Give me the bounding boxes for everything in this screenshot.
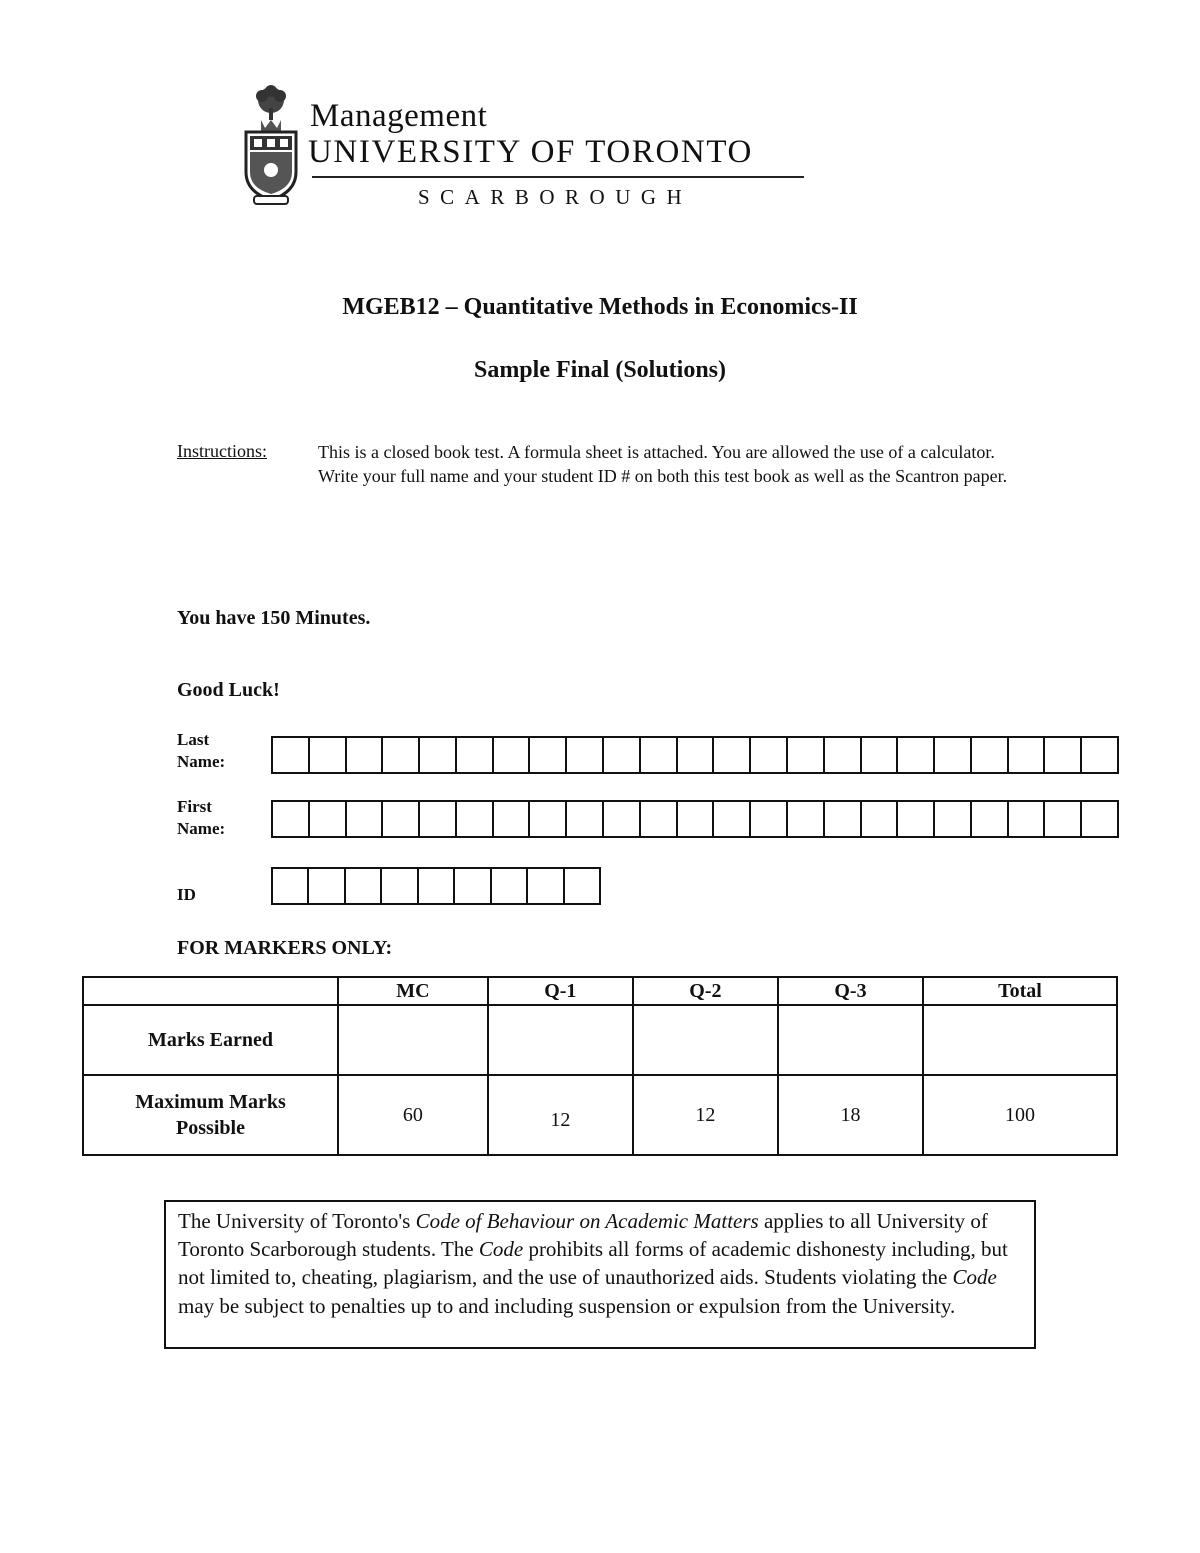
header-cell-q1: Q-1	[488, 977, 633, 1005]
first-name-char-box[interactable]	[639, 802, 676, 836]
last-name-char-box[interactable]	[1080, 738, 1117, 772]
first-name-char-box[interactable]	[418, 802, 455, 836]
last-name-char-box[interactable]	[565, 738, 602, 772]
first-name-char-box[interactable]	[381, 802, 418, 836]
header-cell-mc: MC	[338, 977, 488, 1005]
first-name-char-box[interactable]	[933, 802, 970, 836]
id-char-box[interactable]	[490, 869, 526, 903]
first-name-boxes[interactable]	[271, 800, 1119, 838]
id-char-box[interactable]	[307, 869, 343, 903]
max-cell-total: 100	[923, 1075, 1117, 1155]
good-luck-note: Good Luck!	[177, 679, 280, 701]
id-char-box[interactable]	[380, 869, 416, 903]
last-name-char-box[interactable]	[308, 738, 345, 772]
max-cell-mc: 60	[338, 1075, 488, 1155]
last-name-char-box[interactable]	[896, 738, 933, 772]
last-name-label-line1: Last	[177, 730, 210, 749]
last-name-label	[177, 729, 225, 773]
instructions-line-2: Write your full name and your student ID # on both this test book as well as the Scantron paper.	[318, 465, 1008, 486]
notice-code-title: Code of Behaviour on Academic Matters	[415, 1209, 759, 1233]
logo-management-text: Management	[310, 98, 488, 134]
notice-text-3: prohibits all forms of academic dishonesty including, but not limited to, cheating, plagiarism, and the use of unauthorized aids. Students violating the	[178, 1237, 1008, 1290]
exam-subtitle: Sample Final (Solutions)	[473, 357, 727, 383]
first-name-char-box[interactable]	[712, 802, 749, 836]
markers-title: FOR MARKERS ONLY:	[177, 937, 393, 959]
logo-university-text: UNIVERSITY OF TORONTO	[308, 134, 753, 170]
earned-cell-total[interactable]	[923, 1005, 1117, 1075]
last-name-char-box[interactable]	[676, 738, 713, 772]
last-name-char-box[interactable]	[639, 738, 676, 772]
id-char-box[interactable]	[563, 869, 599, 903]
first-name-char-box[interactable]	[1007, 802, 1044, 836]
last-name-char-box[interactable]	[786, 738, 823, 772]
max-marks-label	[83, 1075, 338, 1155]
max-cell-q1: 12	[488, 1075, 633, 1155]
max-cell-q3: 18	[778, 1075, 923, 1155]
last-name-label-line2: Name:	[177, 752, 226, 771]
id-char-box[interactable]	[526, 869, 562, 903]
first-name-char-box[interactable]	[602, 802, 639, 836]
first-name-char-box[interactable]	[860, 802, 897, 836]
last-name-char-box[interactable]	[528, 738, 565, 772]
last-name-char-box[interactable]	[860, 738, 897, 772]
first-name-char-box[interactable]	[273, 802, 308, 836]
first-name-char-box[interactable]	[492, 802, 529, 836]
marks-header-row	[83, 977, 1117, 1005]
header-cell-total: Total	[923, 977, 1117, 1005]
first-name-char-box[interactable]	[1043, 802, 1080, 836]
id-char-box[interactable]	[273, 869, 307, 903]
university-logo	[240, 84, 820, 214]
last-name-char-box[interactable]	[273, 738, 308, 772]
time-note: You have 150 Minutes.	[177, 607, 371, 629]
last-name-boxes[interactable]	[271, 736, 1119, 774]
last-name-char-box[interactable]	[602, 738, 639, 772]
instructions-line-1: This is a closed book test. A formula sheet is attached. You are allowed the use of a calculator.	[318, 442, 995, 462]
id-char-box[interactable]	[417, 869, 453, 903]
first-name-char-box[interactable]	[970, 802, 1007, 836]
last-name-char-box[interactable]	[712, 738, 749, 772]
logo-divider	[312, 176, 804, 178]
first-name-label-line2: Name:	[177, 819, 226, 838]
last-name-char-box[interactable]	[970, 738, 1007, 772]
last-name-char-box[interactable]	[455, 738, 492, 772]
earned-cell-q1[interactable]	[488, 1005, 633, 1075]
first-name-char-box[interactable]	[896, 802, 933, 836]
first-name-char-box[interactable]	[308, 802, 345, 836]
max-marks-label-line2: Possible	[176, 1117, 245, 1139]
last-name-char-box[interactable]	[492, 738, 529, 772]
notice-text-1: The University of Toronto's	[178, 1209, 416, 1233]
max-marks-label-line1: Maximum Marks	[135, 1091, 286, 1113]
student-id-boxes[interactable]	[271, 867, 601, 905]
last-name-char-box[interactable]	[1007, 738, 1044, 772]
header-cell-q2: Q-2	[633, 977, 778, 1005]
notice-code-ref-2: Code	[952, 1265, 997, 1290]
course-title: MGEB12 – Quantitative Methods in Economics-II	[342, 294, 858, 320]
id-label: ID	[177, 885, 196, 904]
instructions-text	[318, 441, 1018, 488]
first-name-char-box[interactable]	[676, 802, 713, 836]
first-name-char-box[interactable]	[823, 802, 860, 836]
first-name-char-box[interactable]	[528, 802, 565, 836]
first-name-label-line1: First	[177, 797, 212, 816]
notice-text-2: applies to all University of Toronto Scarborough students. The	[178, 1209, 988, 1262]
first-name-char-box[interactable]	[345, 802, 382, 836]
last-name-char-box[interactable]	[933, 738, 970, 772]
academic-code-notice	[164, 1200, 1036, 1349]
header-cell-blank	[83, 977, 338, 1005]
id-char-box[interactable]	[453, 869, 489, 903]
marks-table	[82, 976, 1118, 1156]
earned-cell-mc[interactable]	[338, 1005, 488, 1075]
last-name-char-box[interactable]	[345, 738, 382, 772]
first-name-label	[177, 796, 225, 840]
max-marks-row	[83, 1075, 1117, 1155]
first-name-char-box[interactable]	[565, 802, 602, 836]
marks-earned-row	[83, 1005, 1117, 1075]
crest-icon	[240, 84, 302, 208]
last-name-char-box[interactable]	[823, 738, 860, 772]
last-name-char-box[interactable]	[418, 738, 455, 772]
last-name-char-box[interactable]	[381, 738, 418, 772]
notice-code-ref-1: Code	[478, 1237, 524, 1262]
first-name-char-box[interactable]	[1080, 802, 1117, 836]
earned-cell-q3[interactable]	[778, 1005, 923, 1075]
instructions-label: Instructions:	[177, 441, 267, 461]
logo-scarborough-text: SCARBOROUGH	[418, 185, 693, 209]
earned-cell-q2[interactable]	[633, 1005, 778, 1075]
id-char-box[interactable]	[344, 869, 380, 903]
header-cell-q3: Q-3	[778, 977, 923, 1005]
marks-earned-label: Marks Earned	[83, 1005, 338, 1075]
first-name-char-box[interactable]	[455, 802, 492, 836]
last-name-char-box[interactable]	[749, 738, 786, 772]
last-name-char-box[interactable]	[1043, 738, 1080, 772]
first-name-char-box[interactable]	[786, 802, 823, 836]
notice-text-4: may be subject to penalties up to and including suspension or expulsion from the University.	[178, 1293, 956, 1318]
first-name-char-box[interactable]	[749, 802, 786, 836]
max-cell-q2: 12	[633, 1075, 778, 1155]
